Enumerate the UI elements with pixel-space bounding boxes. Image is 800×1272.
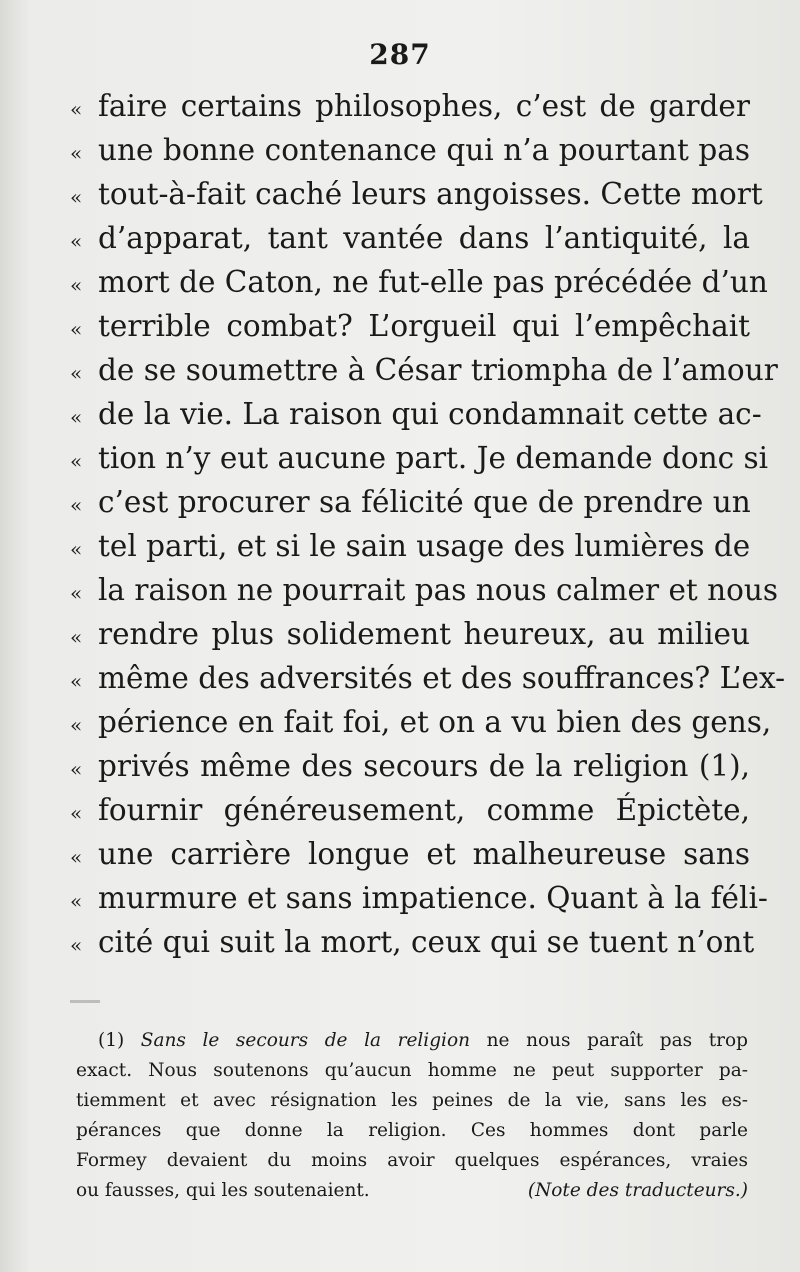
text-line — [70, 304, 750, 348]
text-line — [70, 84, 750, 128]
line-text: c’est procurer sa félicité que de prendre un — [98, 485, 751, 519]
line-text: même des adversités et des souffrances? L’ex- — [98, 661, 786, 695]
quote-mark: « — [70, 889, 83, 913]
quote-mark: « — [70, 185, 83, 209]
line-text: fournir généreusement, comme Épictète, — [98, 793, 750, 827]
line-text: une bonne contenance qui n’a pourtant pas — [98, 133, 750, 167]
text-line — [70, 524, 750, 568]
line-text: périence en fait foi, et on a vu bien des gens, — [98, 705, 772, 739]
footnote-line-text: ou fausses, qui les soutenaient. — [76, 1180, 370, 1201]
quote-mark: « — [70, 933, 83, 957]
line-text: tion n’y eut aucune part. Je demande donc si — [98, 441, 769, 475]
quote-mark: « — [70, 273, 83, 297]
quote-mark: « — [70, 625, 83, 649]
footnote-line-text: ne nous paraît pas trop — [486, 1030, 748, 1051]
line-text: cité qui suit la mort, ceux qui se tuent n’ont — [98, 925, 755, 959]
line-text: d’apparat, tant vantée dans l’antiquité, la — [98, 221, 750, 255]
text-line — [70, 128, 750, 172]
text-line — [70, 744, 750, 788]
line-text: de se soumettre à César triompha de l’amour — [98, 353, 778, 387]
line-text: rendre plus solidement heureux, au milieu — [98, 617, 750, 651]
quote-mark: « — [70, 97, 83, 121]
footnote-italic-lead: Sans le secours de la religion — [140, 1030, 471, 1051]
text-line — [70, 700, 772, 744]
text-line — [70, 876, 768, 920]
line-text: privés même des secours de la religion (1), — [98, 749, 750, 783]
quote-mark: « — [70, 229, 83, 253]
quote-mark: « — [70, 141, 83, 165]
text-line — [70, 348, 778, 392]
quote-mark: « — [70, 361, 83, 385]
line-text: tout-à-fait caché leurs angoisses. Cette mort — [98, 177, 763, 211]
quote-mark: « — [70, 669, 83, 693]
text-line — [70, 656, 786, 700]
footnote-line: pérances que donne la religion. Ces hommes dont parle — [76, 1120, 748, 1141]
quote-mark: « — [70, 405, 83, 429]
line-text: une carrière longue et malheureuse sans — [98, 837, 750, 871]
text-line — [70, 568, 779, 612]
quote-mark: « — [70, 757, 83, 781]
body-text — [70, 84, 786, 964]
quote-mark: « — [70, 317, 83, 341]
line-text: murmure et sans impatience. Quant à la féli- — [98, 881, 768, 915]
line-text: mort de Caton, ne fut-elle pas précédée d’un — [98, 265, 768, 299]
footnote — [76, 1026, 748, 1206]
quote-mark: « — [70, 581, 83, 605]
footnote-line: Formey devaient du moins avoir quelques espérances, vraies — [76, 1150, 748, 1171]
text-line — [70, 260, 768, 304]
text-line — [70, 832, 750, 876]
page-number: 287 — [369, 38, 431, 71]
quote-mark: « — [70, 449, 83, 473]
text-line — [70, 612, 750, 656]
text-line — [70, 216, 750, 260]
line-text: la raison ne pourrait pas nous calmer et nous — [98, 573, 779, 607]
quote-mark: « — [70, 713, 83, 737]
footnote-attribution: (Note des traducteurs.) — [527, 1180, 748, 1201]
text-line — [70, 480, 750, 524]
footnote-line — [76, 1026, 748, 1056]
footnote-marker: (1) — [98, 1030, 125, 1051]
text-line — [70, 392, 762, 436]
text-line — [70, 172, 763, 216]
quote-mark: « — [70, 537, 83, 561]
quote-mark: « — [70, 801, 83, 825]
footnote-line: tiemment et avec résignation les peines de la vie, sans les es- — [76, 1090, 748, 1111]
line-text: de la vie. La raison qui condamnait cette ac- — [98, 397, 762, 431]
line-text: terrible combat? L’orgueil qui l’empêchait — [98, 309, 750, 343]
footnote-line: exact. Nous soutenons qu’aucun homme ne peut supporter pa- — [76, 1060, 748, 1081]
line-text: faire certains philosophes, c’est de garder — [98, 89, 750, 123]
footnote-line — [76, 1176, 748, 1206]
ink-mark — [70, 1000, 100, 1003]
text-line — [70, 436, 769, 480]
text-line — [70, 788, 750, 832]
quote-mark: « — [70, 845, 83, 869]
text-line — [70, 920, 755, 964]
quote-mark: « — [70, 493, 83, 517]
line-text: tel parti, et si le sain usage des lumières de — [98, 529, 751, 563]
